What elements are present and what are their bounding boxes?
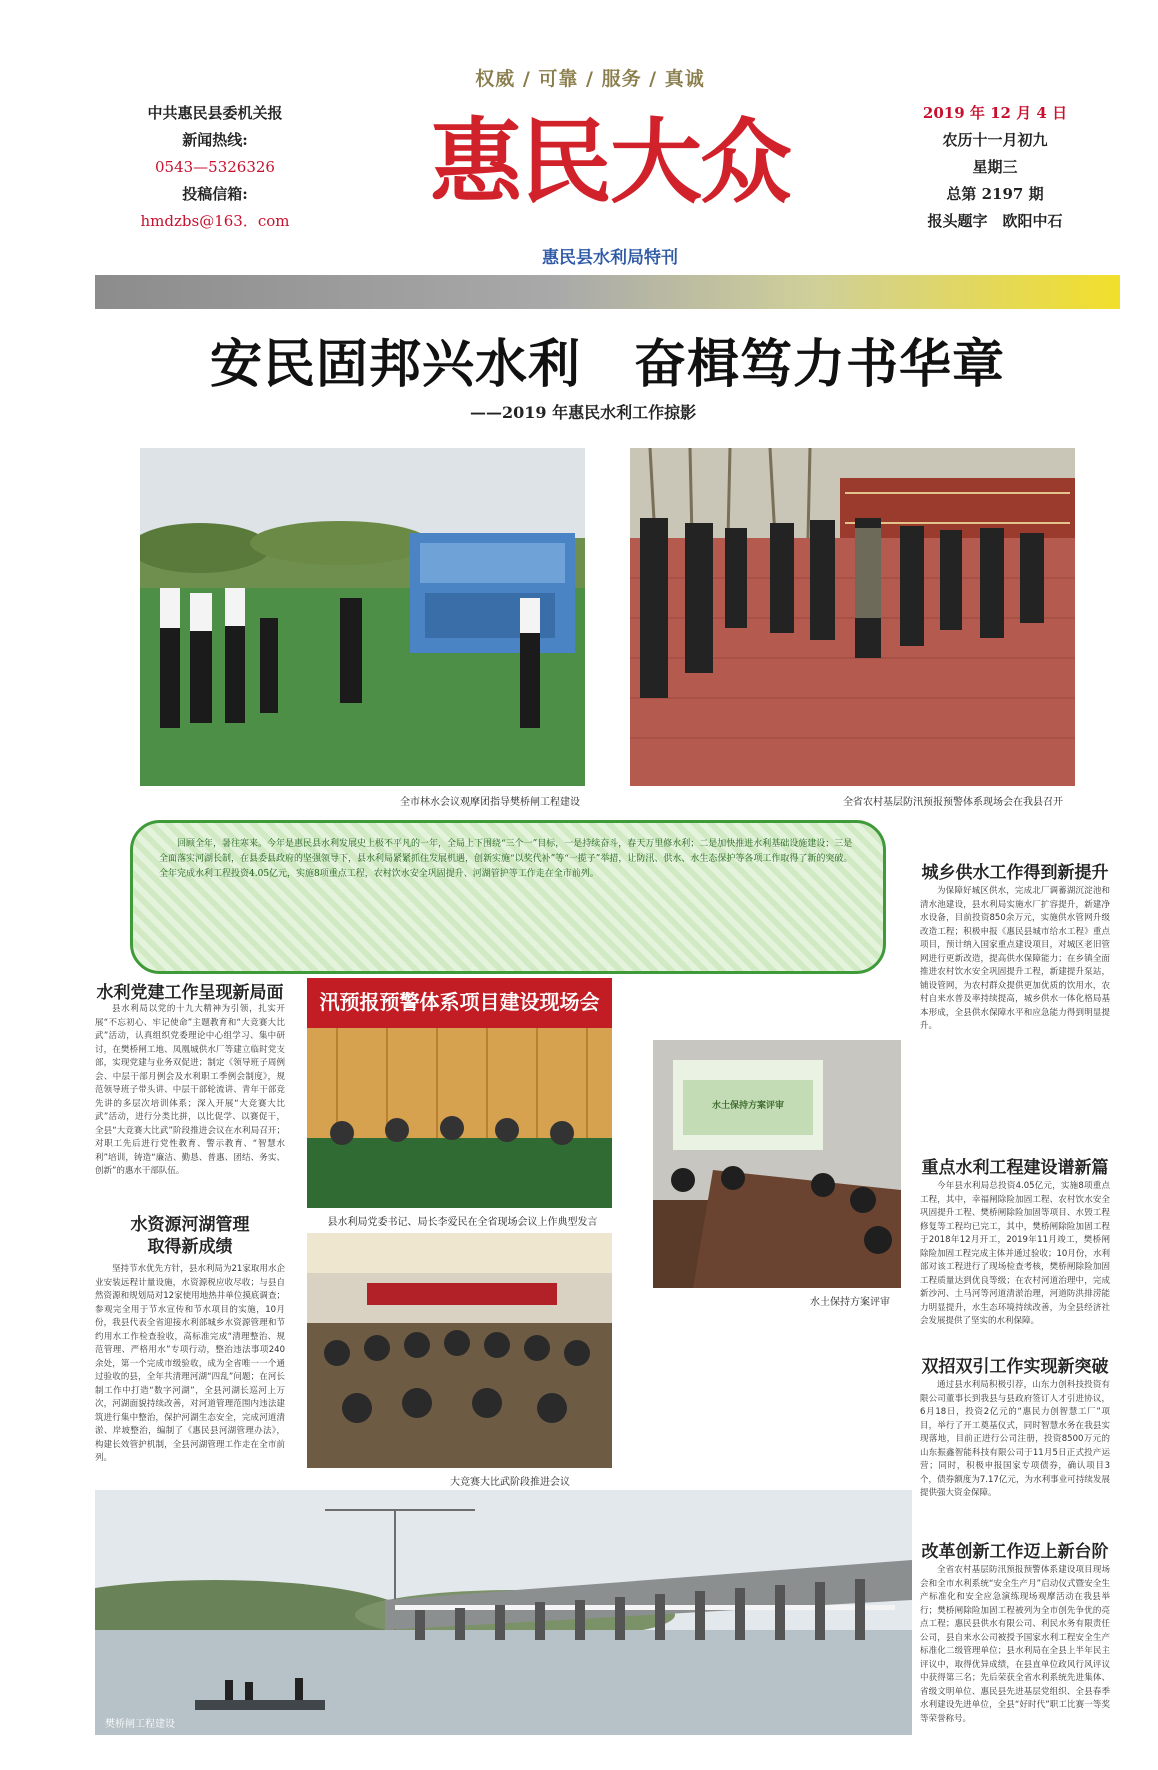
- intro-summary-box: [130, 820, 886, 974]
- photo-observation-group: [140, 448, 585, 786]
- photo5-screen-text: 水土保持方案评审: [711, 1101, 784, 1111]
- section-body-investment: 通过县水利局积极引荐，山东力创科技投资有限公司董事长到我县与县政府签订人才引进协议，6月18日，投资2亿元的“惠民力创智慧工厂”项目，举行了开工奠基仪式，同时智慧水务在我县实现落地，目前正进行公司注册，投资8500万元的山东振鑫智能科技有限公司于11月5日正式投产运营；同时，积极申报国家专项债券，确认项目3个，债券额度为7.17亿元，为水利事业可持续发展提供强大资金保障。: [920, 1380, 1110, 1498]
- special-issue-label: 惠民县水利局特刊: [542, 248, 678, 268]
- caption-photo6: 樊桥闸工程建设: [105, 1719, 175, 1730]
- email-address: hmdzbs@163．com: [140, 212, 290, 230]
- header-left-info: [120, 100, 310, 235]
- section-body-river: 坚持节水优先方针，县水利局为21家取用水企业安装远程计量设施，水资源税应收尽收；与县自然资源和规划局对12家使用地热井单位摸底调查；参观完全用于节水宣传和节水项目的实施，10月份，我县代表全省迎接水利部城乡水资源管理和节约用水工作检查验收，高标准完成“清理整治、规范管理、严格用水”专项行动，整治违法事项240余处，第一个完成市级验收，成为全省唯一一个通过验收的县，全年共清理河湖“四乱”问题；在河长制工作中打造“数字河湖”，全县河湖长巡河上万次，河湖面貌持续改善，对河道管理范围内违法建筑进行集中整治，保护河湖生态安全，完成河道清淤、岸坡整治，编制了《惠民县河湖管理办法》，构建长效管护机制，全县河湖管理工作走在全市前列。: [95, 1264, 285, 1463]
- section-title-reform: 改革创新工作迈上新台阶: [921, 1542, 1109, 1562]
- masthead-logo: 惠民大众: [430, 108, 791, 216]
- section-body-party: 县水利局以党的十九大精神为引领，扎实开展“不忘初心、牢记使命”主题教育和“大竞赛大比武”活动，认真组织党委理论中心组学习、集中研讨，在樊桥闸工地、凤凰城供水厂等建立临时党支部，实现党建与业务双促进；制定《领导班子周例会、中层干部月例会及水利职工季例会制度》，规范领导班子带头讲、中层干部轮流讲、青年干部竞先讲的多层次培训体系；深入开展“大竞赛大比武”活动，进行分类比拼，以比促学、以赛促干，全县“大竞赛大比武”阶段推进会议在水利局召开；对职工先后进行党性教育、警示教育、“智慧水利”培训，铸造“廉洁、勤恳、普惠、团结、务实、创新”的惠水干部队伍。: [95, 1004, 285, 1176]
- section-body-water-supply: 为保障好城区供水，完成北厂调蓄湖沉淀池和清水池建设，县水利局实施水厂扩容提升，新建净水设备，目前投资850余万元，实施供水管网升级改造工程；积极申报《惠民县城市给水工程》重点项目，预计纳入国家重点建设项目，对城区老旧管网进行更新改造，提高供水保障能力；在乡镇全面推进农村饮水安全巩固提升工程，新建提升泵站，铺设管网，为农村群众提供更加优质的饮用水，农村自来水普及率持续提高，城乡供水一体化格局基本形成，全县供水保障水平和应急能力得到明显提升。: [920, 886, 1110, 1031]
- photo3-banner-text: 汛预报预警体系项目建设现场会: [319, 990, 600, 1014]
- publisher-line: 中共惠民县委机关报: [147, 104, 283, 122]
- weekday: 星期三: [972, 158, 1018, 176]
- section-title-investment: 双招双引工作实现新突破: [921, 1357, 1109, 1377]
- hotline-label: 新闻热线:: [182, 131, 248, 149]
- header-band: [95, 275, 1120, 309]
- section-body-reform: 全省农村基层防汛预报预警体系建设项目现场会和全市水利系统“安全生产月”启动仪式暨安全生产标准化和安全应急演练现场观摩活动在我县举行；樊桥闸除险加固工程被列为全市创先争优的亮点工程；惠民县供水有限公司、利民水务有限责任公司，县自来水公司被授予国家水利工程安全生产标准化二级管理单位；县水利局在全县上半年民主评议中，取得优异成绩，在县直单位政风行风评议中获得第三名；先后荣获全省水利系统先进集体、省级文明单位、惠民县先进基层党组织、全县春季水利建设先进单位，全县“好时代”职工比赛一等奖等荣誉称号。: [920, 1565, 1110, 1724]
- slogan: 权威 / 可靠 / 服务 / 真诚: [475, 68, 705, 90]
- hotline-number: 0543—5326326: [155, 158, 275, 176]
- photo-fanqiao-sluice: [95, 1490, 912, 1735]
- section-title-key-projects: 重点水利工程建设谱新篇: [921, 1158, 1109, 1178]
- caption-photo2: 全省农村基层防汛预报预警体系现场会在我县召开: [843, 797, 1063, 808]
- caption-photo5: 水土保持方案评审: [810, 1297, 890, 1308]
- section-title-party: 水利党建工作呈现新局面: [96, 983, 284, 1003]
- main-headline: 安民固邦兴水利 奋楫笃力书华章: [209, 335, 1005, 395]
- caption-photo3: 县水利局党委书记、局长李爱民在全省现场会议上作典型发言: [327, 1217, 598, 1228]
- section-body-key-projects: 今年县水利局总投资4.05亿元，实施8项重点工程，其中，幸福闸除险加固工程、农村饮水安全巩固提升工程、樊桥闸除险加固等项目、水毁工程修复等工程均已完工，其中，樊桥闸除险加固工程于2018年12月开工，2019年11月竣工，樊桥闸除险加固工程完成主体并通过验收；10月份，水利部对该工程进行了现场检查考核，樊桥闸除险加固工程质量达到优良等级；在农村河道治理中，完成新沙河、土马河等河道清淤治理，河道防洪排涝能力明显提升，水生态环境持续改善，为全县经济社会发展提供了坚实的水利保障。: [920, 1181, 1110, 1326]
- lunar-date: 农历十一月初九: [942, 131, 1048, 149]
- photo-competition-meeting: [307, 1233, 612, 1468]
- caption-photo4: 大竞赛大比武阶段推进会议: [450, 1477, 570, 1488]
- header-right-info: [910, 100, 1080, 235]
- issue-number: 总第 2197 期: [946, 185, 1044, 203]
- issue-date: 2019 年 12 月 4 日: [922, 104, 1068, 122]
- email-label: 投稿信箱:: [182, 185, 248, 203]
- section-title-river: 水资源河湖管理 取得新成绩: [130, 1215, 250, 1257]
- photo-flood-warning-meeting: [630, 448, 1075, 786]
- photo-speech-at-meeting: [307, 978, 612, 1208]
- caption-photo1: 全市林水会议观摩团指导樊桥闸工程建设: [400, 797, 580, 808]
- photo-soil-conservation-review: [653, 1040, 901, 1288]
- headline-subtitle: ——2019 年惠民水利工作掠影: [470, 403, 697, 422]
- calligraphy-credit: 报头题字 欧阳中石: [927, 212, 1063, 230]
- section-title-water-supply: 城乡供水工作得到新提升: [921, 863, 1109, 883]
- intro-text: 回顾全年，暑往寒来。今年是惠民县水利发展史上极不平凡的一年，全局上下围绕“三个一”目标，一是持续奋斗，春天万里修水利；二是加快推进水利基础设施建设；三是全面落实河湖长制，在县委县政府的坚强领导下，县水利局紧紧抓住发展机遇，创新实施“以奖代补”等“一揽子”举措，让防汛、供水、水生态保护等各项工作取得了新的突破。全年完成水利工程投资4.05亿元，实施8项重点工程，农村饮水安全巩固提升、河湖管护等工作走在全市前列。: [159, 839, 853, 879]
